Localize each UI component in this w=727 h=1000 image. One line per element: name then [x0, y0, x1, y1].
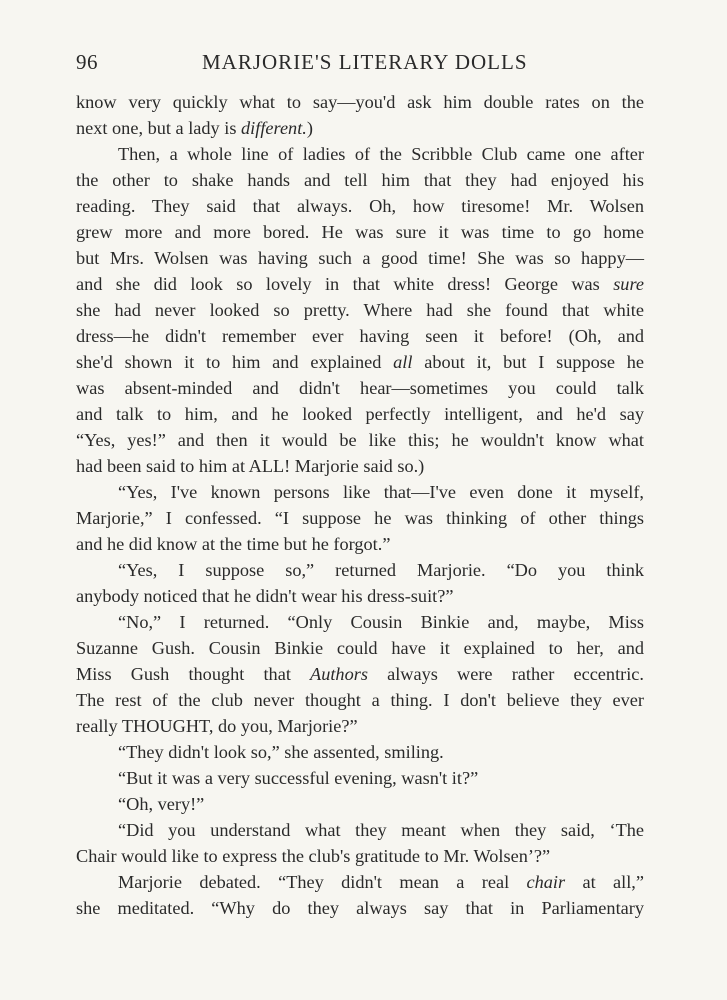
- text-line: [76, 141, 644, 167]
- text-line: [76, 401, 644, 427]
- text-line: [76, 765, 644, 791]
- text-run: Suzanne Gush. Cousin Binkie could have it explained to her, and: [76, 638, 644, 658]
- text-run: really THOUGHT, do you, Marjorie?”: [76, 716, 358, 736]
- text-line: [76, 531, 644, 557]
- text-run: Miss Gush thought that: [76, 664, 311, 684]
- text-line: [76, 115, 644, 141]
- text-run: she had never looked so pretty. Where had she found that white: [76, 300, 644, 320]
- text-run: know very quickly what to say—you'd ask him double rates on the: [76, 92, 644, 112]
- text-line: [76, 219, 644, 245]
- text-run: the other to shake hands and tell him that they had enjoyed his: [76, 170, 644, 190]
- italic-run: Authors: [310, 664, 368, 684]
- text-run: “They didn't look so,” she assented, smiling.: [118, 742, 444, 762]
- text-run: and she did look so lovely in that white dress! George was: [76, 274, 614, 294]
- text-line: [76, 791, 644, 817]
- text-run: Marjorie,” I confessed. “I suppose he was thinking of other things: [76, 508, 644, 528]
- text-run: dress—he didn't remember ever having seen it before! (Oh, and: [76, 326, 644, 346]
- text-line: [76, 453, 644, 479]
- text-run: “Yes, I suppose so,” returned Marjorie. “Do you think: [118, 560, 644, 580]
- text-line: [76, 89, 644, 115]
- text-run: Chair would like to express the club's gratitude to Mr. Wolsen’?”: [76, 846, 551, 866]
- text-line: [76, 375, 644, 401]
- text-run: “No,” I returned. “Only Cousin Binkie and, maybe, Miss: [118, 612, 644, 632]
- text-line: [76, 895, 644, 921]
- italic-run: chair: [526, 872, 566, 892]
- text-line: [76, 817, 644, 843]
- text-line: [76, 271, 644, 297]
- text-line: [76, 869, 644, 895]
- text-run: Then, a whole line of ladies of the Scribble Club came one after: [118, 144, 644, 164]
- text-run: had been said to him at ALL! Marjorie said so.): [76, 456, 425, 476]
- text-run: she meditated. “Why do they always say that in Parliamentary: [76, 898, 644, 918]
- text-line: [76, 687, 644, 713]
- text-line: [76, 557, 644, 583]
- italic-run: different.: [241, 118, 307, 138]
- text-run: she'd shown it to him and explained: [76, 352, 394, 372]
- text-run: “Oh, very!”: [118, 794, 205, 814]
- text-line: [76, 349, 644, 375]
- text-run: The rest of the club never thought a thing. I don't believe they ever: [76, 690, 644, 710]
- text-run: “Yes, yes!” and then it would be like this; he wouldn't know what: [76, 430, 644, 450]
- text-run: but Mrs. Wolsen was having such a good time! She was so happy—: [76, 248, 644, 268]
- text-run: was absent-minded and didn't hear—sometimes you could talk: [76, 378, 644, 398]
- text-line: [76, 297, 644, 323]
- text-line: [76, 323, 644, 349]
- text-run: about it, but I suppose he: [412, 352, 644, 372]
- text-run: next one, but a lady is: [76, 118, 242, 138]
- text-run: anybody noticed that he didn't wear his dress-suit?”: [76, 586, 454, 606]
- text-run: and talk to him, and he looked perfectly intelligent, and he'd say: [76, 404, 644, 424]
- body-text: [76, 89, 644, 921]
- text-run: always were rather eccentric.: [367, 664, 644, 684]
- text-line: [76, 479, 644, 505]
- text-line: [76, 167, 644, 193]
- text-run: at all,”: [565, 872, 644, 892]
- page-header: [76, 50, 646, 78]
- text-line: [76, 427, 644, 453]
- text-line: [76, 193, 644, 219]
- running-title: MARJORIE'S LITERARY DOLLS: [202, 50, 528, 74]
- text-run: Marjorie debated. “They didn't mean a real: [118, 872, 527, 892]
- text-run: grew more and more bored. He was sure it was time to go home: [76, 222, 644, 242]
- text-line: [76, 609, 644, 635]
- text-run: reading. They said that always. Oh, how tiresome! Mr. Wolsen: [76, 196, 644, 216]
- text-line: [76, 739, 644, 765]
- text-run: and he did know at the time but he forgot.”: [76, 534, 391, 554]
- text-line: [76, 843, 644, 869]
- text-line: [76, 583, 644, 609]
- page-number: 96: [76, 50, 98, 74]
- text-run: “Did you understand what they meant when they said, ‘The: [118, 820, 644, 840]
- italic-run: all: [393, 352, 413, 372]
- text-line: [76, 245, 644, 271]
- text-line: [76, 713, 644, 739]
- text-line: [76, 635, 644, 661]
- text-run: “Yes, I've known persons like that—I've even done it myself,: [118, 482, 644, 502]
- text-run: “But it was a very successful evening, wasn't it?”: [118, 768, 479, 788]
- text-run: ): [306, 118, 313, 138]
- italic-run: sure: [613, 274, 644, 294]
- text-line: [76, 661, 644, 687]
- text-line: [76, 505, 644, 531]
